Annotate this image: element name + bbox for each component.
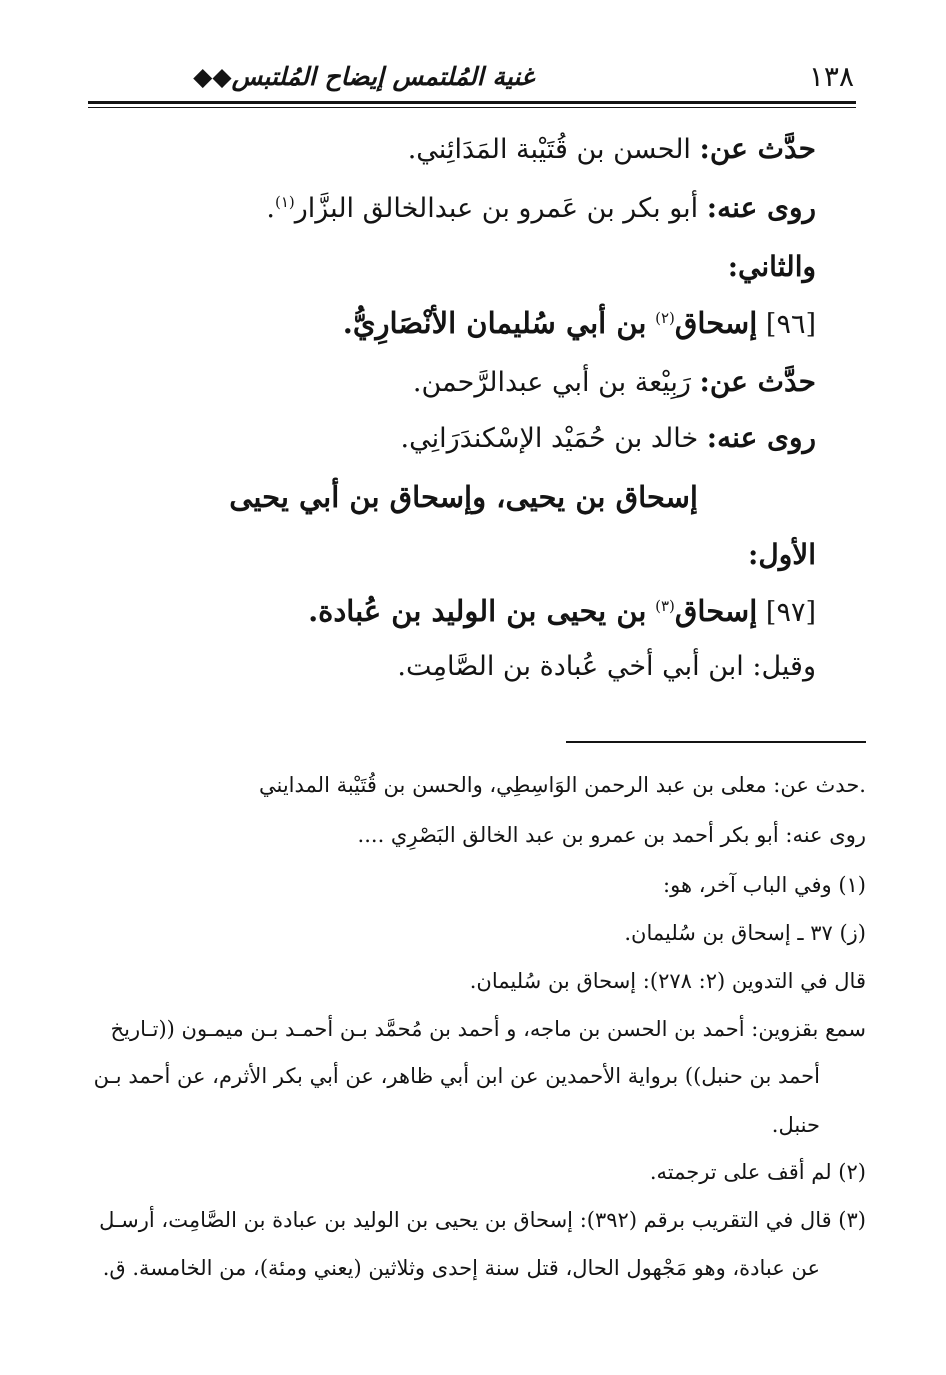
- running-title: [193, 62, 534, 91]
- entry-name-a: إسحاق: [674, 306, 758, 340]
- entry-line-2: روى عنه: أبو بكر بن عَمرو بن عبدالخالق البزَّار$^{(١)}$.: [266, 191, 816, 224]
- entry-line-6: [401, 421, 816, 455]
- entry-name-c: إسحاق: [674, 594, 758, 628]
- entry-line-1: [408, 132, 816, 166]
- footnote-ref-3: (٣): [655, 597, 675, 615]
- narrated-from-label: حدَّث عن:: [699, 132, 816, 165]
- footnote-line: سمع بقزوين: أحمد بن الحسن بن ماجه، و أحمد بن مُحمَّد بـن أحمـد بـن ميمـون ((تـاريخ: [110, 1017, 866, 1041]
- footnote-line: قال في التدوين (٢: ٢٧٨): إسحاق بن سُليمان.: [469, 969, 866, 993]
- footnote-separator: [566, 741, 866, 743]
- entry-number: [٩٦]: [765, 309, 816, 340]
- entry-line-9: [397, 651, 816, 683]
- footnote-ref-2: (٢): [655, 309, 675, 327]
- entry-97: [308, 594, 816, 629]
- header-rule-thick: [88, 101, 856, 104]
- section-heading: إسحاق بن يحيى، وإسحاق بن أبي يحيى: [229, 480, 698, 514]
- first-label: الأول:: [748, 538, 816, 571]
- narrated-from-text-2: رَبِيْعة بن أبي عبدالرَّحمن.: [412, 367, 691, 398]
- alternate-name-text: وقيل: ابن أبي أخي عُبادة بن الصَّامِت.: [397, 651, 816, 682]
- footnote-2: (٢) لم أقف على ترجمته.: [649, 1160, 866, 1184]
- footnote-line: حنبل.: [771, 1113, 820, 1137]
- entry-line-5: [413, 365, 816, 399]
- footnote-ref-1: (١): [274, 193, 295, 211]
- footnote-line: عن عبادة، وهو مَجْهول الحال، قتل سنة إحدى وثلاثين (يعني ومئة)، من الخامسة. ق.: [102, 1256, 820, 1280]
- footnote-1: (١) وفي الباب آخر، هو:: [663, 873, 866, 897]
- narrated-by-label: روى عنه:: [706, 191, 816, 224]
- entry-name-b: بن أبي سُليمان الأنْصَارِيُّ.: [342, 306, 647, 340]
- narrated-from-label-2: حدَّث عن:: [699, 365, 816, 398]
- narrated-by-label-2: روى عنه:: [706, 421, 816, 454]
- book-title: غنية المُلتمس إيضاح المُلتبس: [231, 62, 534, 91]
- footnote-line: أحمد بن حنبل)) برواية الأحمدين عن ابن أبي ظاهر، عن أبي بكر الأثرم، عن أحمد بـن: [93, 1064, 820, 1088]
- page-number: ١٣٨: [808, 60, 854, 93]
- footnote-line: روى عنه: أبو بكر أحمد بن عمرو بن عبد الخالق البَصْرِي ....: [357, 823, 866, 847]
- entry-96: [343, 306, 816, 341]
- entry-line-7: [748, 538, 816, 572]
- entry-name-d: بن يحيى بن الوليد بن عُبادة.: [308, 594, 647, 628]
- entry-number-2: [٩٧]: [765, 597, 816, 628]
- footnote-line: (ز) ٣٧ ـ إسحاق بن سُليمان.: [624, 921, 866, 945]
- narrated-from-text: الحسن بن قُتَيْبة المَدَائِني.: [407, 134, 691, 165]
- diamond-ornament-icon: ◆◆: [193, 62, 232, 91]
- header-rule-thin: [88, 107, 856, 108]
- entry-line-3: [728, 250, 816, 284]
- narrated-by-text: أبو بكر بن عَمرو بن عبدالخالق البزَّار: [294, 193, 699, 224]
- second-label: والثاني:: [727, 250, 816, 283]
- page-header: [88, 58, 854, 94]
- footnote-line: .حدث عن: معلى بن عبد الرحمن الوَاسِطِي، والحسن بن قُتَيْبة المدايني: [258, 773, 866, 797]
- footnote-3: (٣) قال في التقريب برقم (٣٩٢): إسحاق بن يحيى بن الوليد بن عبادة بن الصَّامِت، أرسـل: [99, 1208, 866, 1232]
- narrated-by-text-2: خالد بن حُمَيْد الإسْكندَرَانِي.: [400, 423, 699, 454]
